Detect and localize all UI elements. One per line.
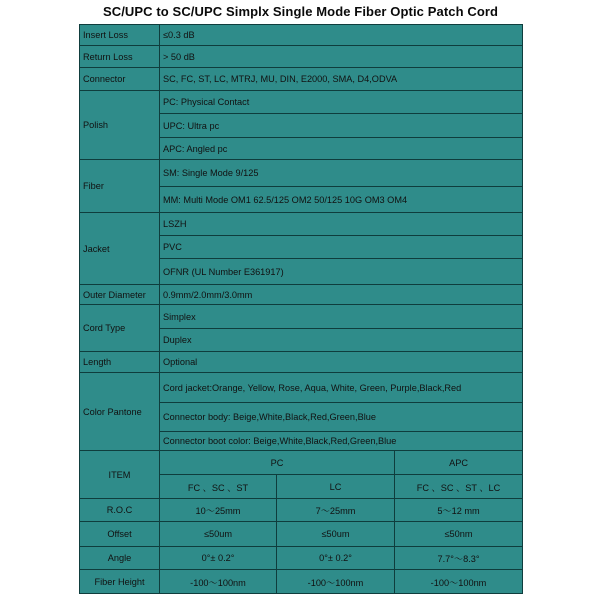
fiber-label: Fiber — [80, 160, 160, 213]
perf-cell: 5～12 mm — [395, 499, 523, 522]
perf-pc-header: PC — [160, 451, 395, 475]
color-pantone-value: Connector boot color: Beige,White,Black,Red,Green,Blue — [160, 432, 523, 451]
perf-cell: 0°± 0.2° — [277, 547, 395, 570]
color-pantone-value: Cord jacket:Orange, Yellow, Rose, Aqua, White, Green, Purple,Black,Red — [160, 373, 523, 403]
cord-type-label: Cord Type — [80, 305, 160, 352]
cord-type-value: Duplex — [160, 329, 523, 352]
perf-col-lc: LC — [277, 475, 395, 499]
fiber-value: SM: Single Mode 9/125 — [160, 160, 523, 187]
length-value: Optional — [160, 352, 523, 373]
jacket-value: LSZH — [160, 213, 523, 236]
perf-cell: -100～100nm — [395, 570, 523, 594]
return-loss-label: Return Loss — [80, 46, 160, 68]
perf-cell: -100～100nm — [277, 570, 395, 594]
perf-row-label: Offset — [80, 522, 160, 547]
insert-loss-label: Insert Loss — [80, 25, 160, 46]
outer-diameter-label: Outer Diameter — [80, 285, 160, 305]
cord-type-value: Simplex — [160, 305, 523, 329]
perf-cell: -100～100nm — [160, 570, 277, 594]
jacket-value: OFNR (UL Number E361917) — [160, 259, 523, 285]
perf-col-fc-sc-st: FC 、SC 、ST — [160, 475, 277, 499]
perf-col-apc: FC 、SC 、ST 、LC — [395, 475, 523, 499]
perf-row-label: Angle — [80, 547, 160, 570]
jacket-value: PVC — [160, 236, 523, 259]
polish-value: UPC: Ultra pc — [160, 114, 523, 138]
perf-cell: ≤50nm — [395, 522, 523, 547]
perf-cell: ≤50um — [160, 522, 277, 547]
perf-cell: 0°± 0.2° — [160, 547, 277, 570]
polish-value: APC: Angled pc — [160, 138, 523, 160]
spec-table — [79, 24, 523, 594]
connector-label: Connector — [80, 68, 160, 91]
color-pantone-label: Color Pantone — [80, 373, 160, 451]
return-loss-value: > 50 dB — [160, 46, 523, 68]
perf-cell: 7～25mm — [277, 499, 395, 522]
polish-value: PC: Physical Contact — [160, 91, 523, 114]
color-pantone-value: Connector body: Beige,White,Black,Red,Green,Blue — [160, 403, 523, 432]
length-label: Length — [80, 352, 160, 373]
page-title: SC/UPC to SC/UPC Simplx Single Mode Fiber Optic Patch Cord — [102, 4, 499, 19]
jacket-label: Jacket — [80, 213, 160, 285]
perf-row-label: Fiber Height — [80, 570, 160, 594]
outer-diameter-value: 0.9mm/2.0mm/3.0mm — [160, 285, 523, 305]
connector-value: SC, FC, ST, LC, MTRJ, MU, DIN, E2000, SMA, D4,ODVA — [160, 68, 523, 91]
spec-sheet — [79, 0, 522, 600]
fiber-value: MM: Multi Mode OM1 62.5/125 OM2 50/125 10G OM3 OM4 — [160, 187, 523, 213]
polish-label: Polish — [80, 91, 160, 160]
perf-cell: ≤50um — [277, 522, 395, 547]
perf-cell: 7.7°～8.3° — [395, 547, 523, 570]
perf-row-label: R.O.C — [80, 499, 160, 522]
perf-apc-header: APC — [395, 451, 523, 475]
perf-cell: 10～25mm — [160, 499, 277, 522]
insert-loss-value: ≤0.3 dB — [160, 25, 523, 46]
perf-item-header: ITEM — [80, 451, 160, 499]
